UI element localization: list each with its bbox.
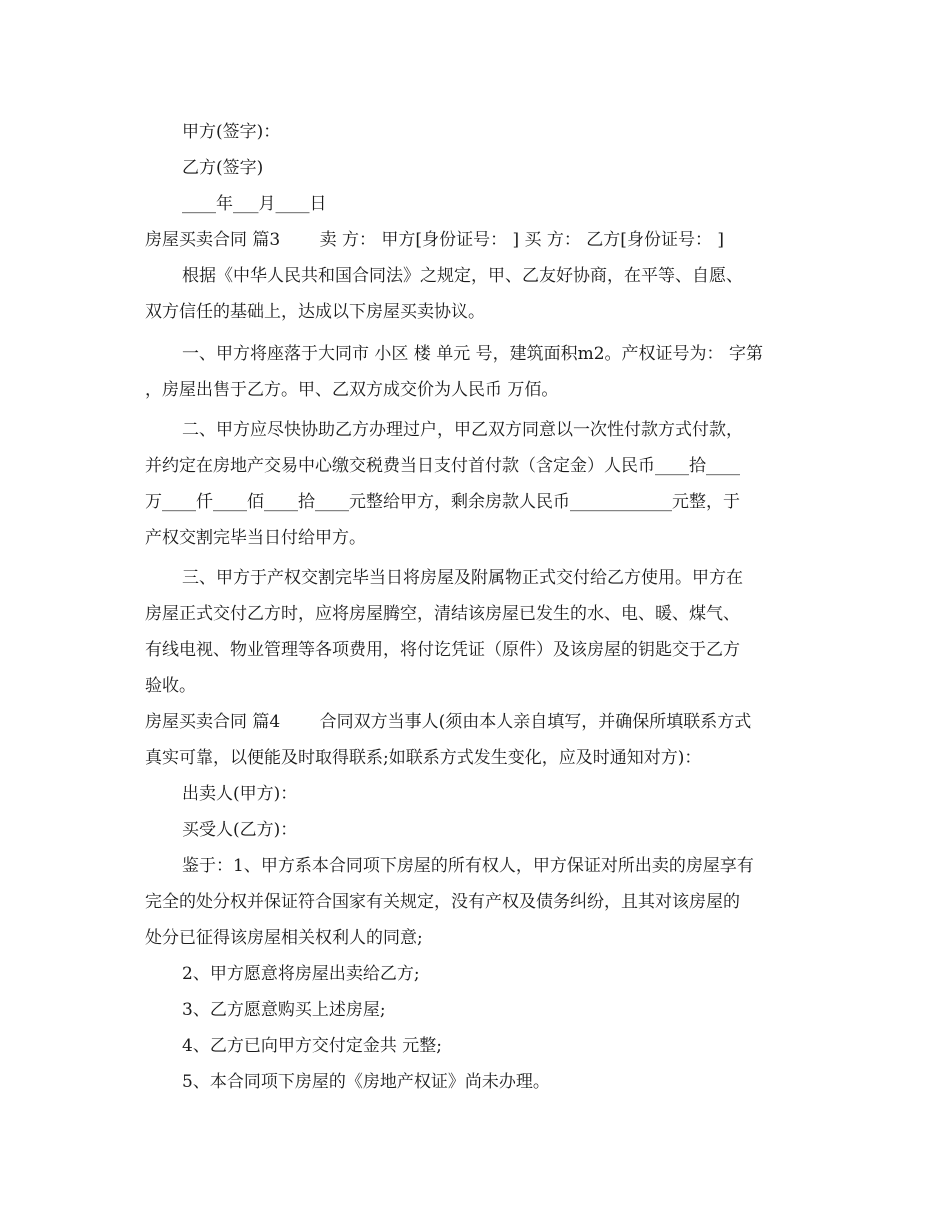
contract-3-heading: 房屋买卖合同 篇3 卖 方： 甲方[身份证号： ] 买 方： 乙方[身份证号： ] [145,230,724,250]
clause-2-line: 并约定在房地产交易中心缴交税费当日支付首付款（含定金）人民币____拾____ [145,456,740,476]
clause-1-line: ，房屋出售于乙方。甲、乙双方成交价为人民币 万佰。 [145,380,559,400]
recital-1-line: 完全的处分权并保证符合国家有关规定，没有产权及债务纠纷，且其对该房屋的 [145,892,740,912]
recital-4: 4、乙方已向甲方交付定金共 元整; [182,1036,442,1056]
recital-1-line: 鉴于：1、甲方系本合同项下房屋的所有权人，甲方保证对所出卖的房屋享有 [182,856,754,876]
clause-3-line: 验收。 [145,676,196,696]
seller-label: 出卖人(甲方)： [182,784,298,804]
contract-4-heading: 房屋买卖合同 篇4 合同双方当事人(须由本人亲自填写，并确保所填联系方式 [145,712,752,732]
clause-2-line: 万____仟____佰____拾____元整给甲方，剩余房款人民币____________元整，于 [145,492,740,512]
clause-2-line: 产权交割完毕当日付给甲方。 [145,528,366,548]
clause-2-line: 二、甲方应尽快协助乙方办理过户，甲乙双方同意以一次性付款方式付款， [182,420,743,440]
buyer-label: 买受人(乙方)： [182,820,298,840]
paragraph-line: 双方信任的基础上，达成以下房屋买卖协议。 [145,302,485,322]
recital-3: 3、乙方愿意购买上述房屋; [182,1000,386,1020]
paragraph-line: 根据《中华人民共和国合同法》之规定，甲、乙友好协商，在平等、自愿、 [182,266,743,286]
clause-3-line: 房屋正式交付乙方时，应将房屋腾空，清结该房屋已发生的水、电、暖、煤气、 [145,604,740,624]
clause-1-line: 一、甲方将座落于大同市 小区 楼 单元 号，建筑面积m2。产权证号为： 字第 [182,344,763,364]
party-b-signature: 乙方(签字) [182,158,264,178]
recital-2: 2、甲方愿意将房屋出卖给乙方; [182,964,420,984]
clause-3-line: 三、甲方于产权交割完毕当日将房屋及附属物正式交付给乙方使用。甲方在 [182,568,743,588]
paragraph-line: 真实可靠，以便能及时取得联系;如联系方式发生变化，应及时通知对方)： [145,748,702,768]
recital-1-line: 处分已征得该房屋相关权利人的同意; [145,928,423,948]
recital-5: 5、本合同项下房屋的《房地产权证》尚未办理。 [182,1072,550,1092]
signature-date: ____年___月____日 [182,194,327,214]
clause-3-line: 有线电视、物业管理等各项费用，将付讫凭证（原件）及该房屋的钥匙交于乙方 [145,640,740,660]
party-a-signature: 甲方(签字)： [182,122,281,142]
